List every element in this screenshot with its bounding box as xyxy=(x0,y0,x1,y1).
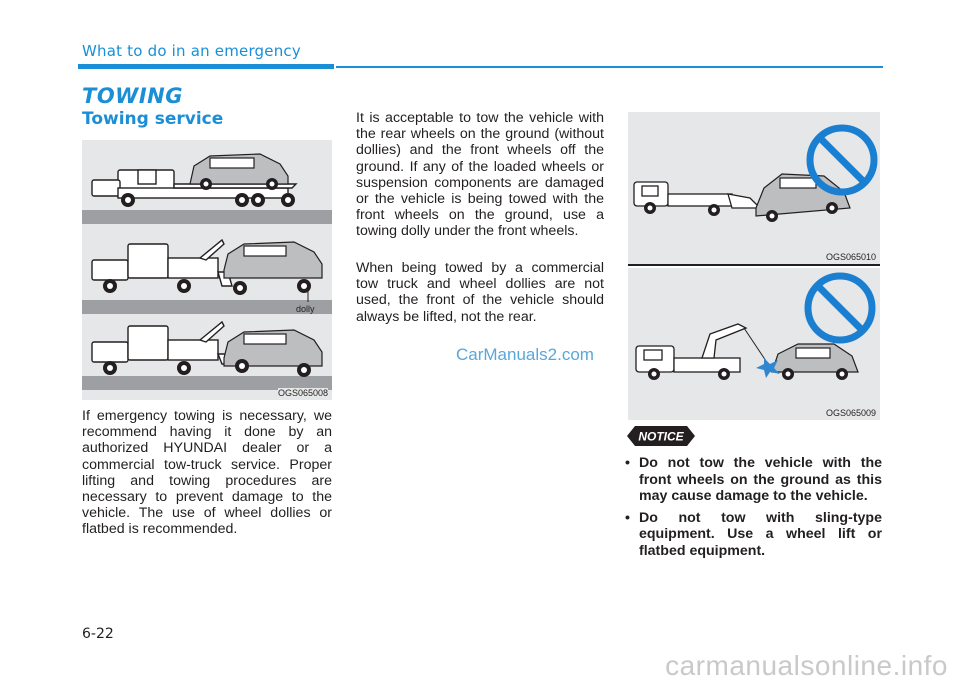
paragraph-middle-1: It is acceptable to tow the vehicle with the rear wheels on the ground (without dollies) and the front wheels off the ground. If any of the loaded wheels or suspension components are damaged or the vehicle is being towed with the front wheels on the ground, use a towing dolly under the front wheels. xyxy=(356,110,604,240)
figure-code-right-top: OGS065010 xyxy=(825,252,876,262)
section-title: TOWING xyxy=(82,84,183,108)
footer-watermark: carmanualsonline.info xyxy=(665,650,948,681)
dolly-label: dolly xyxy=(296,304,315,314)
sling-towing-illustration xyxy=(628,268,880,420)
notice-item: • Do not tow with sling-type equipment. Use a wheel lift or flatbed equipment. xyxy=(625,509,882,559)
figure-code-right-bottom: OGS065009 xyxy=(825,408,876,418)
prohibited-icon xyxy=(810,128,874,192)
prohibited-front-wheels-figure xyxy=(628,112,880,264)
notice-badge xyxy=(627,426,695,446)
paragraph-left: If emergency towing is necessary, we recommend having it done by an authorized HYUNDAI dealer or a commercial tow-truck service. Proper lifting and towing procedures are necessary to prevent damage to the vehicle. The use of wheel dollies or flatbed is recommended. xyxy=(82,408,332,538)
paragraph-middle-2: When being towed by a commercial tow truck and wheel dollies are not used, the front of the vehicle should always be lifted, not the rear. xyxy=(356,260,604,325)
figure-divider xyxy=(628,264,880,266)
subsection-title: Towing service xyxy=(82,109,224,129)
notice-label: NOTICE xyxy=(638,429,684,444)
figure-code-left: OGS065008 xyxy=(277,388,328,398)
notice-item-text: Do not tow the vehicle with the front wheels on the ground as this may cause damage to the vehicle. xyxy=(639,455,882,504)
header-title: What to do in an emergency xyxy=(82,42,301,60)
prohibited-sling-figure xyxy=(628,268,880,420)
prohibited-icon xyxy=(808,276,872,340)
header-rule-thin xyxy=(336,66,883,68)
towing-methods-figure xyxy=(82,140,332,400)
prohibited-towing-illustration xyxy=(628,112,880,264)
notice-list xyxy=(622,455,882,564)
notice-item-text: Do not tow with sling-type equipment. Use a wheel lift or flatbed equipment. xyxy=(639,509,882,559)
towing-methods-illustration xyxy=(82,140,332,400)
header-rule-thick xyxy=(78,64,334,69)
watermark: CarManuals2.com xyxy=(456,345,594,364)
page-number: 6-22 xyxy=(82,626,114,642)
notice-item: • Do not tow the vehicle with the front wheels on the ground as this may cause damage to the vehicle. xyxy=(625,455,882,504)
